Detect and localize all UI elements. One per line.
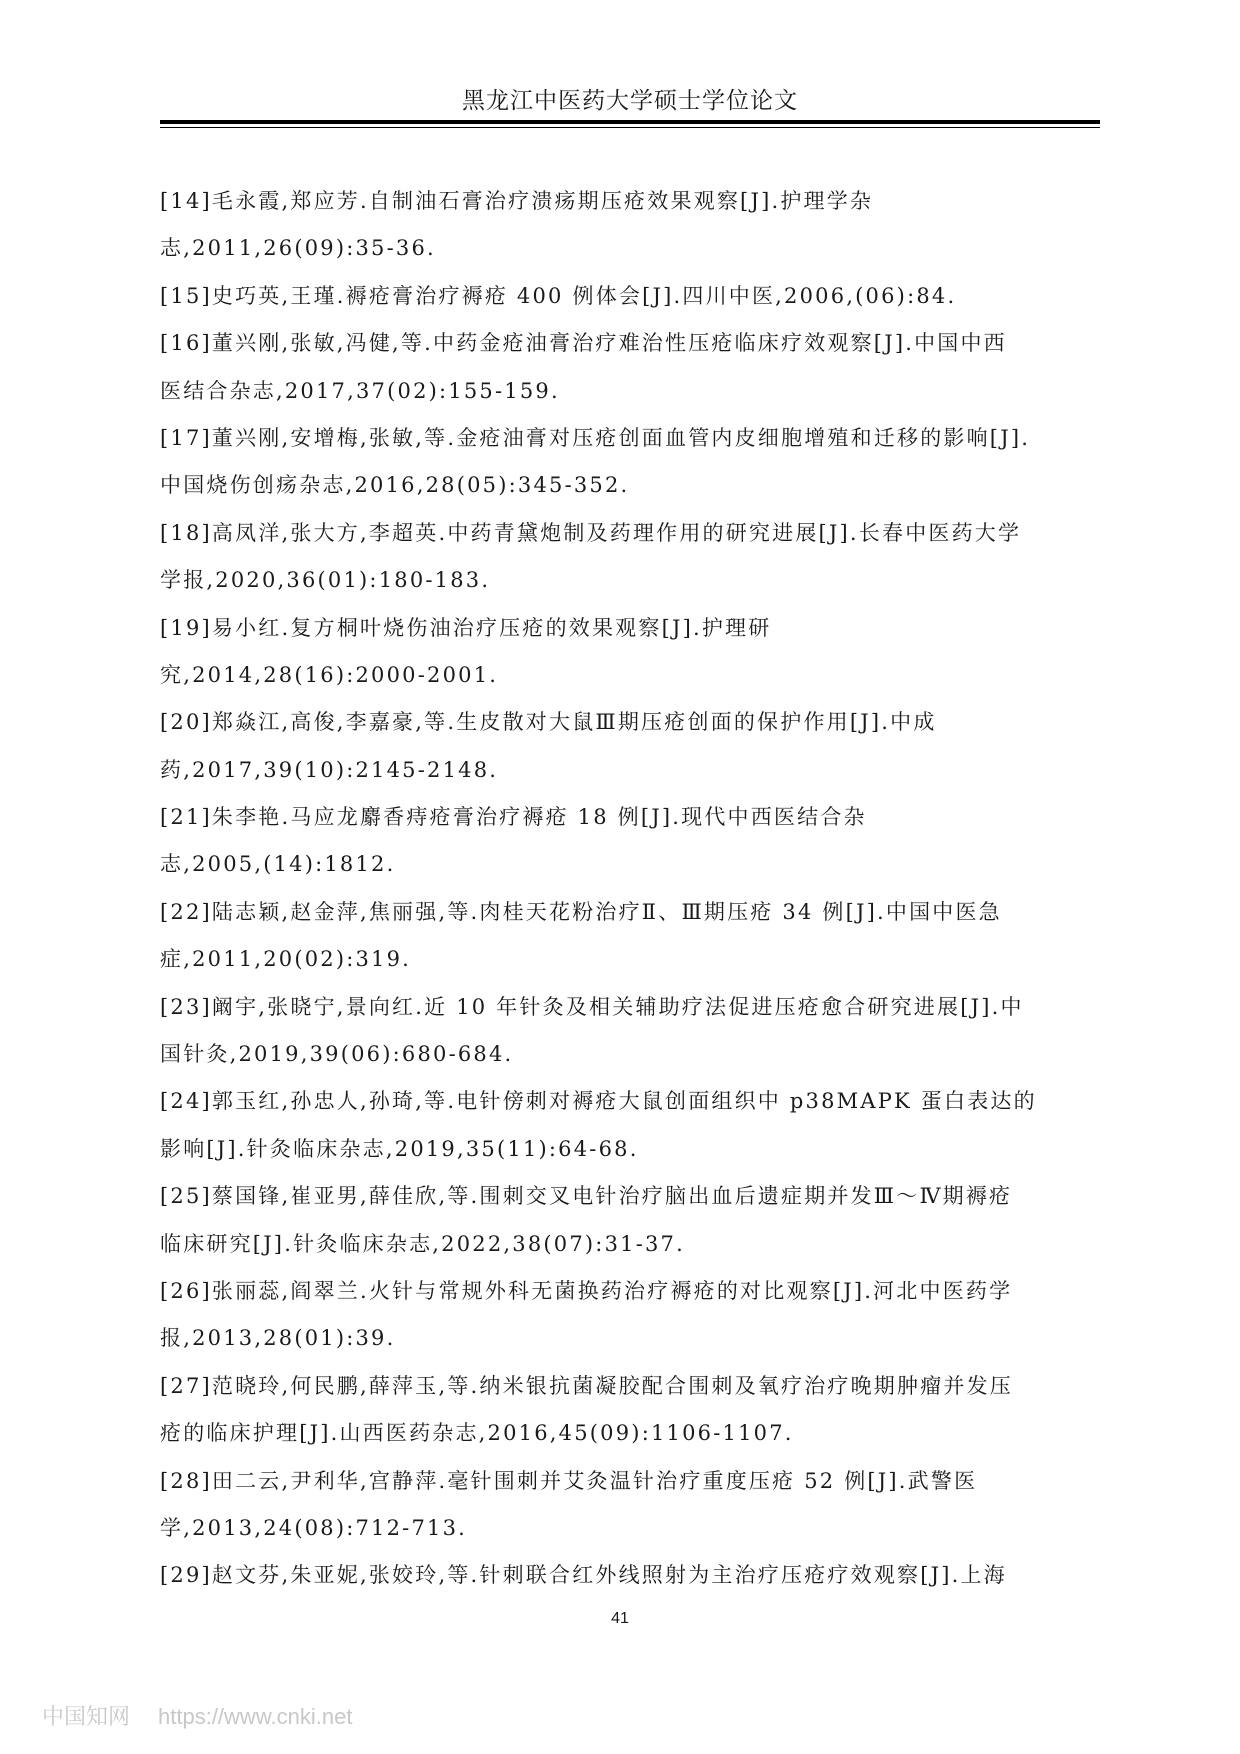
reference-entry — [160, 1466, 1100, 1561]
reference-line: [18]高凤洋,张大方,李超英.中药青黛炮制及药理作用的研究进展[J].长春中医药大学 — [160, 520, 1022, 545]
reference-line: 国针灸,2019,39(06):680-684. — [160, 1042, 514, 1067]
reference-entry — [160, 613, 1100, 708]
reference-entry — [160, 1086, 1100, 1181]
reference-line: 药,2017,39(10):2145-2148. — [160, 757, 499, 782]
reference-line: [25]蔡国锋,崔亚男,薛佳欣,等.围刺交叉电针治疗脑出血后遗症期并发Ⅲ～Ⅳ期褥疮 — [160, 1184, 1013, 1209]
running-header: 黑龙江中医药大学硕士学位论文 — [462, 88, 798, 114]
reference-entry — [160, 802, 1100, 897]
reference-line: [15]史巧英,王瑾.褥疮膏治疗褥疮 400 例体会[J].四川中医,2006,(06):84. — [160, 283, 957, 308]
header-rule-thin — [160, 127, 1100, 128]
reference-entry — [160, 423, 1100, 518]
reference-line: 报,2013,28(01):39. — [160, 1326, 396, 1351]
reference-line: 志,2011,26(09):35-36. — [160, 236, 436, 261]
reference-line: [14]毛永霞,郑应芳.自制油石膏治疗溃疡期压疮效果观察[J].护理学杂 — [160, 189, 874, 213]
reference-entry — [160, 707, 1100, 802]
reference-entry — [160, 992, 1100, 1087]
reference-line: [16]董兴刚,张敏,冯健,等.中药金疮油膏治疗难治性压疮临床疗效观察[J].中国中西 — [160, 331, 1007, 356]
reference-line: [27]范晓玲,何民鹏,薛萍玉,等.纳米银抗菌凝胶配合围刺及氧疗治疗晚期肿瘤并发压 — [160, 1373, 1014, 1398]
reference-line: [29]赵文芬,朱亚妮,张姣玲,等.针刺联合红外线照射为主治疗压疮疗效观察[J].上海 — [160, 1563, 1007, 1588]
page-number: 41 — [611, 1610, 629, 1627]
reference-line: [28]田二云,尹利华,宫静萍.毫针围刺并艾灸温针治疗重度压疮 52 例[J].武警医 — [160, 1468, 978, 1493]
reference-entry — [160, 1371, 1100, 1466]
reference-line: 临床研究[J].针灸临床杂志,2022,38(07):31-37. — [160, 1231, 685, 1256]
reference-line: [26]张丽蕊,阎翠兰.火针与常规外科无菌换药治疗褥疮的对比观察[J].河北中医药学 — [160, 1278, 1013, 1303]
reference-entry — [160, 1181, 1100, 1276]
reference-line: 志,2005,(14):1812. — [160, 852, 396, 877]
reference-entry — [160, 897, 1100, 992]
reference-line: [23]阚宇,张晓宁,景向红.近 10 年针灸及相关辅助疗法促进压疮愈合研究进展[J].中 — [160, 994, 1024, 1019]
reference-line: 医结合杂志,2017,37(02):155-159. — [160, 378, 560, 403]
reference-line: 影响[J].针灸临床杂志,2019,35(11):64-68. — [160, 1136, 639, 1161]
reference-line: [21]朱李艳.马应龙麝香痔疮膏治疗褥疮 18 例[J].现代中西医结合杂 — [160, 805, 867, 830]
reference-entry — [160, 518, 1100, 613]
reference-line: 学报,2020,36(01):180-183. — [160, 568, 491, 593]
cnki-watermark — [42, 1700, 352, 1731]
reference-line: 究,2014,28(16):2000-2001. — [160, 662, 499, 687]
reference-entry — [160, 328, 1100, 423]
reference-line: [20]郑焱江,高俊,李嘉豪,等.生皮散对大鼠Ⅲ期压疮创面的保护作用[J].中成 — [160, 710, 937, 735]
reference-list — [160, 186, 1100, 1608]
watermark-url: https://www.cnki.net — [158, 1704, 353, 1729]
reference-line: [24]郭玉红,孙忠人,孙琦,等.电针傍刺对褥疮大鼠创面组织中 p38MAPK 蛋白表达的 — [160, 1089, 1037, 1114]
reference-line: 症,2011,20(02):319. — [160, 947, 412, 972]
reference-line: [19]易小红.复方桐叶烧伤油治疗压疮的效果观察[J].护理研 — [160, 615, 772, 640]
reference-line: [17]董兴刚,安增梅,张敏,等.金疮油膏对压疮创面血管内皮细胞增殖和迁移的影响[J]. — [160, 425, 1031, 450]
header-rule-thick — [160, 120, 1100, 124]
reference-entry — [160, 281, 1100, 328]
reference-line: 疮的临床护理[J].山西医药杂志,2016,45(09):1106-1107. — [160, 1421, 794, 1446]
reference-entry — [160, 186, 1100, 281]
reference-entry — [160, 1276, 1100, 1371]
reference-line: 中国烧伤创疡杂志,2016,28(05):345-352. — [160, 473, 630, 498]
reference-line: 学,2013,24(08):712-713. — [160, 1515, 468, 1540]
reference-entry — [160, 1560, 1100, 1607]
reference-line: [22]陆志颖,赵金萍,焦丽强,等.肉桂天花粉治疗Ⅱ、Ⅲ期压疮 34 例[J].中国中医急 — [160, 899, 1002, 924]
watermark-brand: 中国知网 — [42, 1704, 131, 1729]
